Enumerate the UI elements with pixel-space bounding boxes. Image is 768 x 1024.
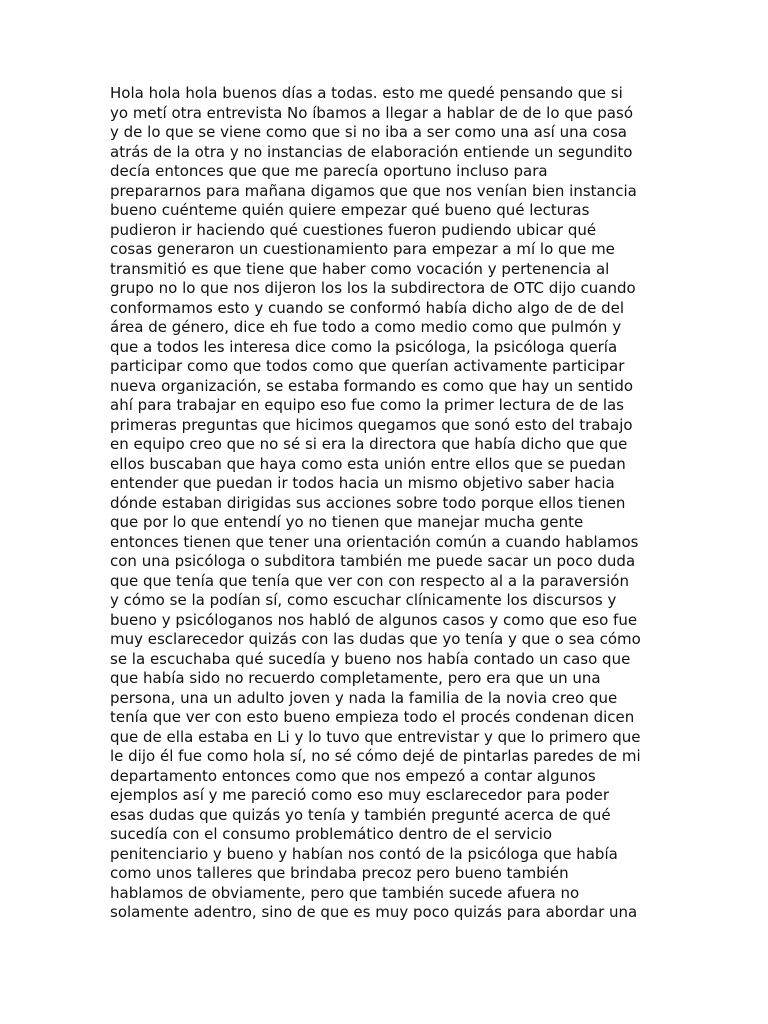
body-text — [110, 84, 670, 923]
text-line: grupo no lo que nos dijeron los los la subdirectora de OTC dijo cuando — [110, 279, 636, 297]
text-line: área de género, dice eh fue todo a como medio como que pulmón y — [110, 318, 622, 336]
text-line: con una psicóloga o subditora también me puede sacar un poco duda — [110, 552, 636, 570]
text-line: bueno cuénteme quién quiere empezar qué bueno qué lecturas — [110, 201, 590, 219]
text-line: le dijo él fue como hola sí, no sé cómo dejé de pintarlas paredes de mi — [110, 747, 641, 765]
text-line: ejemplos así y me pareció como eso muy esclarecedor para poder — [110, 786, 610, 804]
text-line: muy esclarecedor quizás con las dudas que yo tenía y que o sea cómo — [110, 630, 641, 648]
text-line: nueva organización, se estaba formando es como que hay un sentido — [110, 376, 634, 395]
text-line: esas dudas que quizás yo tenía y también pregunté acerca de qué — [110, 805, 611, 824]
text-line: que de ella estaba en Li y lo tuvo que entrevistar y que lo primero que — [110, 727, 641, 746]
text-line: que por lo que entendí yo no tienen que manejar mucha gente — [110, 513, 584, 531]
text-line: y cómo se la podían sí, como escuchar clínicamente los discursos y — [110, 591, 617, 609]
text-line: dónde estaban dirigidas sus acciones sobre todo porque ellos tienen — [110, 493, 626, 512]
text-line: bueno y psicóloganos nos habló de algunos casos y como que eso fue — [110, 610, 638, 629]
text-line: conformamos esto y cuando se conformó había dicho algo de de del — [110, 298, 625, 317]
text-line: persona, una un adulto joven y nada la familia de la novia creo que — [110, 688, 618, 707]
text-line: que había sido no recuerdo completamente, pero era que un una — [110, 669, 601, 687]
text-line: primeras preguntas que hicimos quegamos que sonó esto del trabajo — [110, 415, 633, 434]
text-line: entonces tienen que tener una orientación común a cuando hablamos — [110, 532, 639, 551]
text-line: entender que puedan ir todos hacia un mismo objetivo saber hacia — [110, 474, 615, 492]
text-line: atrás de la otra y no instancias de elaboración entiende un segundito — [110, 142, 633, 161]
text-line: Hola hola hola buenos días a todas. esto me quedé pensando que si — [110, 84, 623, 102]
text-line: ahí para trabajar en equipo eso fue como la primer lectura de de las — [110, 396, 624, 414]
text-line: y de lo que se viene como que si no iba a ser como una así una cosa — [110, 123, 627, 141]
text-line: transmitió es que tiene que haber como vocación y pertenencia al — [110, 259, 610, 278]
text-line: participar como que todos como que querían activamente participar — [110, 357, 625, 375]
text-line: ellos buscaban que haya como esta unión entre ellos que se puedan — [110, 454, 626, 473]
text-line: se la escuchaba qué sucedía y bueno nos había contado un caso que — [110, 649, 631, 668]
text-line: departamento entonces como que nos empezó a contar algunos — [110, 766, 596, 785]
text-line: decía entonces que que me parecía oportuno incluso para — [110, 162, 548, 180]
text-line: que a todos les interesa dice como la psicóloga, la psicóloga quería — [110, 337, 618, 356]
text-line: penitenciario y bueno y habían nos contó de la psicóloga que había — [110, 844, 618, 863]
text-line: solamente adentro, sino de que es muy poco quizás para abordar una — [110, 903, 638, 921]
text-line: como unos talleres que brindaba precoz pero bueno también — [110, 864, 569, 882]
text-line: en equipo creo que no sé si era la directora que había dicho que que — [110, 435, 628, 453]
text-line: yo metí otra entrevista No íbamos a llegar a hablar de de lo que pasó — [110, 103, 633, 122]
text-line: tenía que ver con esto bueno empieza todo el procés condenan dicen — [110, 708, 635, 726]
text-line: pudieron ir haciendo qué cuestiones fueron pudiendo ubicar qué — [110, 220, 597, 239]
text-line: hablamos de obviamente, pero que también sucede afuera no — [110, 883, 580, 902]
text-line: sucedía con el consumo problemático dentro de el servicio — [110, 825, 553, 843]
text-line: que que tenía que tenía que ver con con respecto al a la paraversión — [110, 571, 629, 590]
text-line: prepararnos para mañana digamos que que nos venían bien instancia — [110, 181, 637, 200]
text-line: cosas generaron un cuestionamiento para empezar a mí lo que me — [110, 240, 615, 258]
